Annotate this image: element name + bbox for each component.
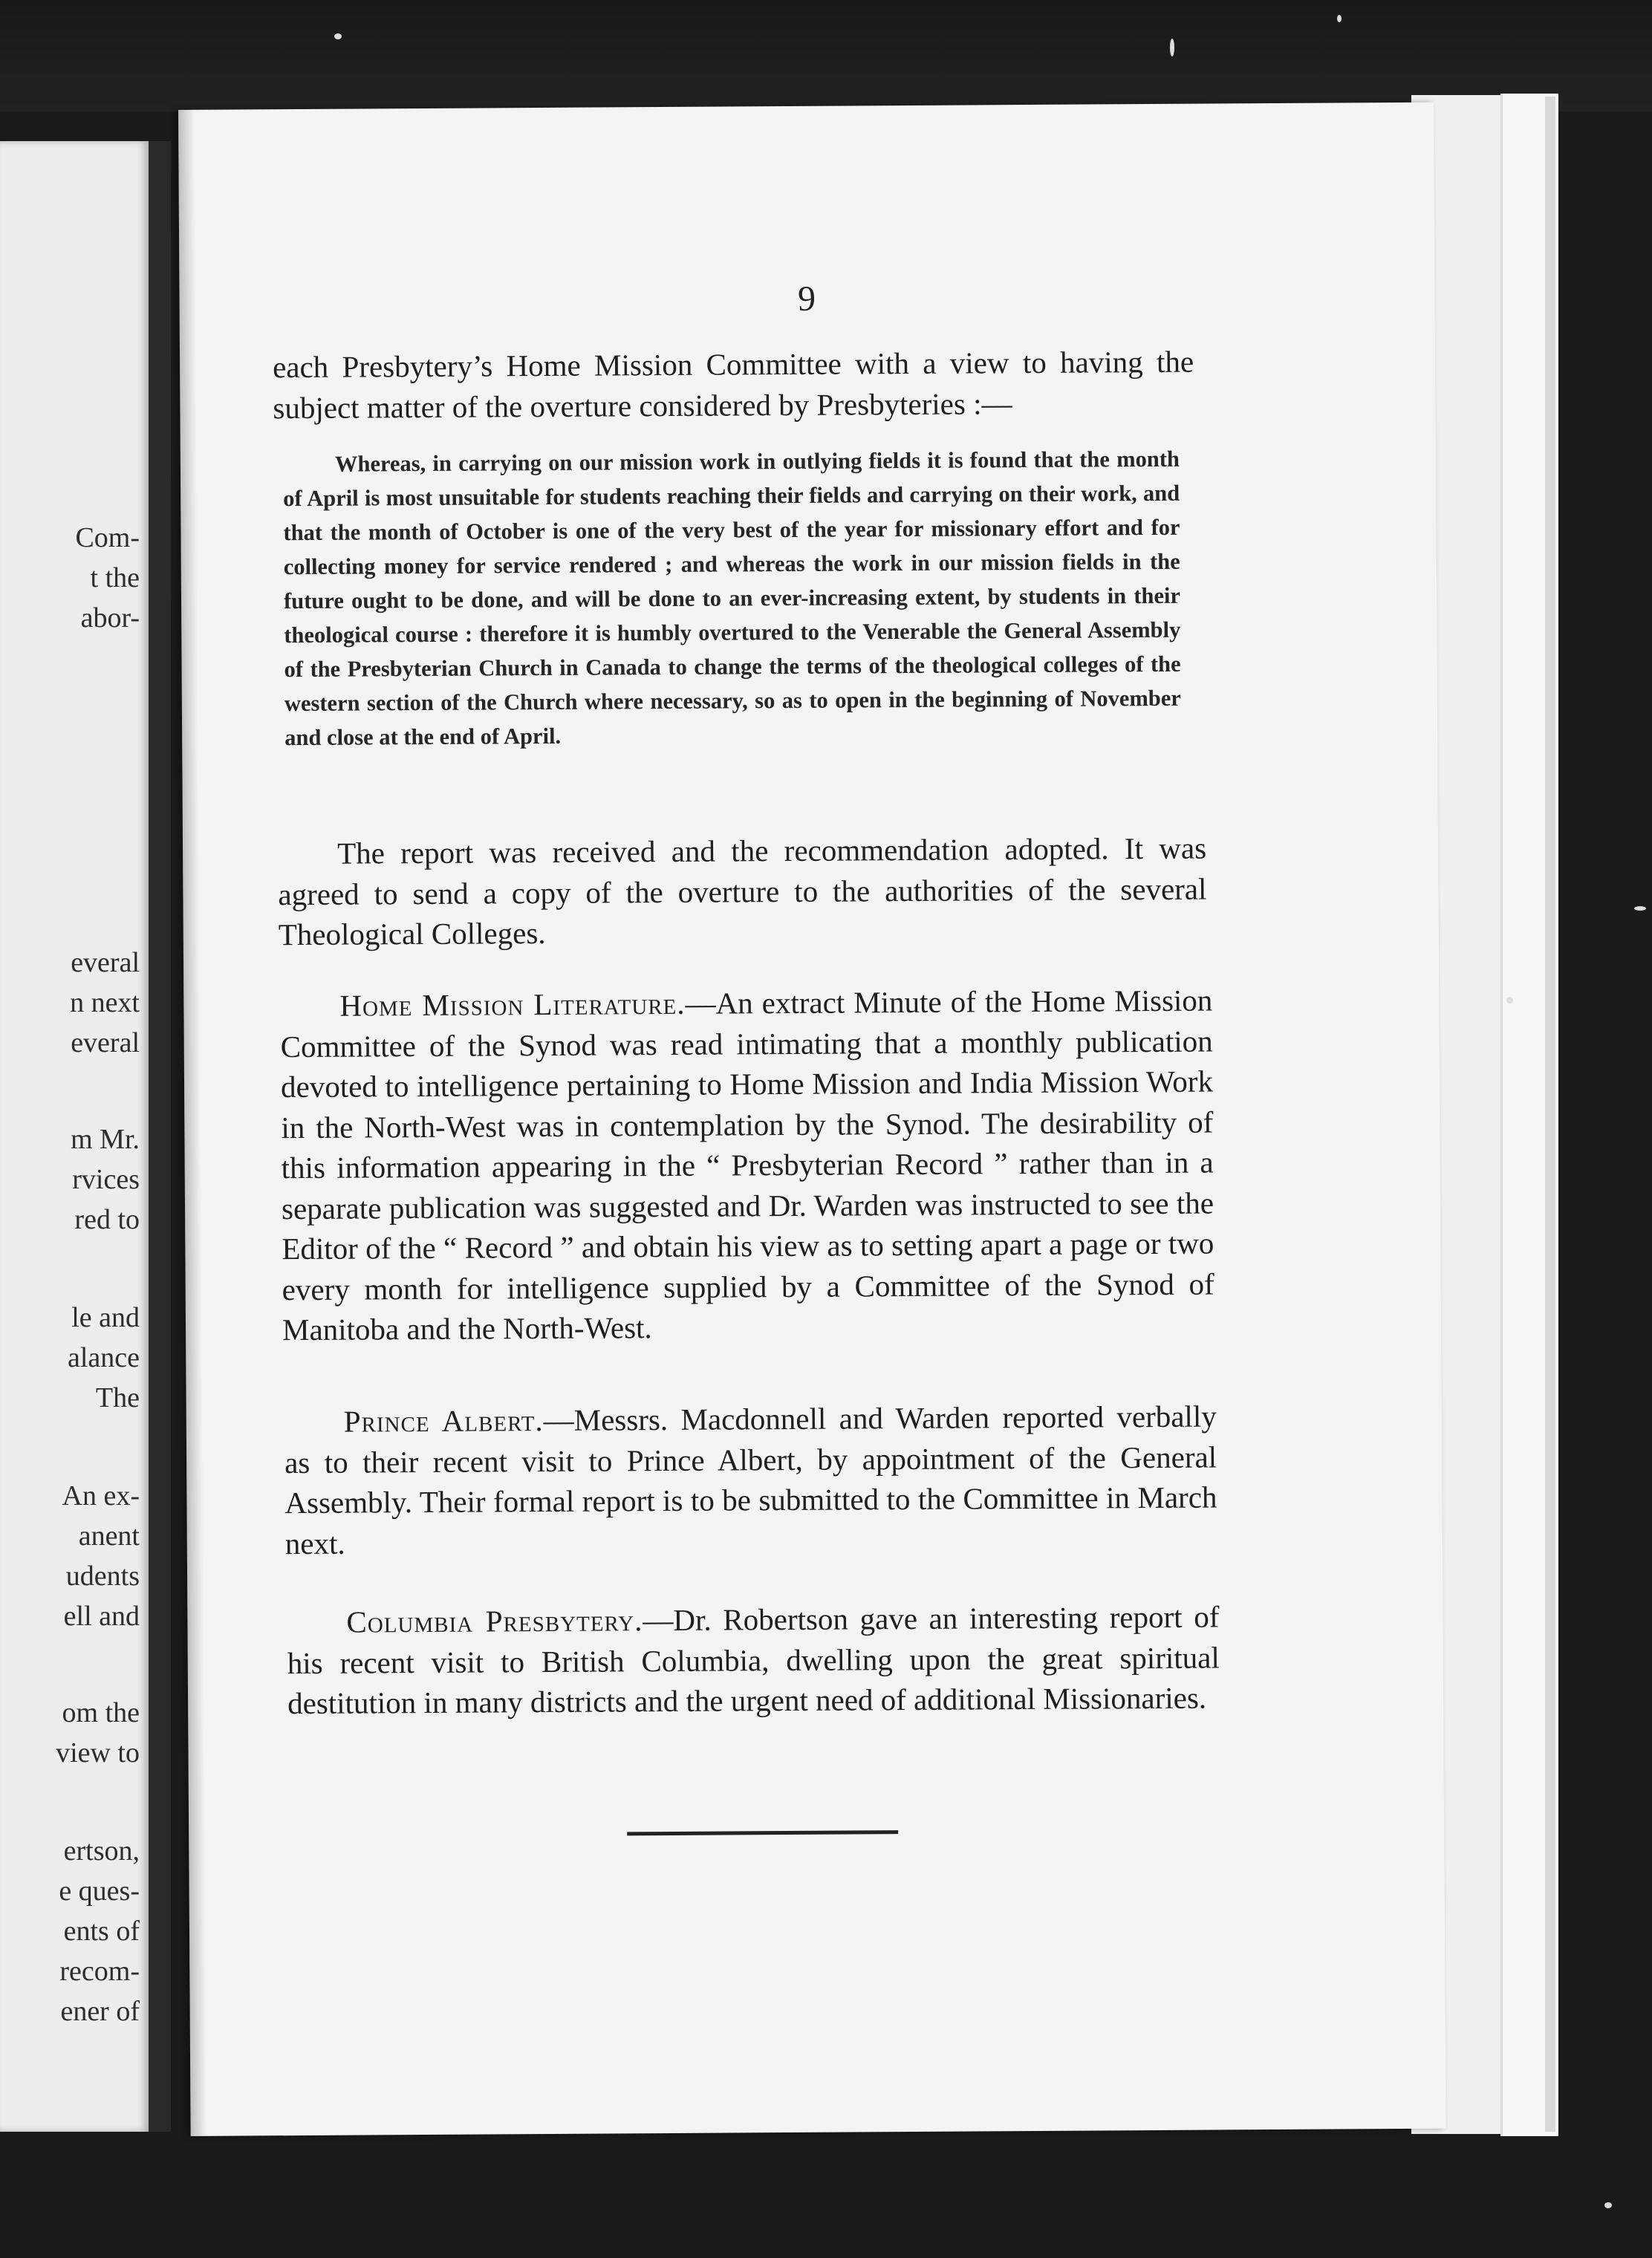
document-page — [178, 103, 1446, 2136]
section-text: —Dr. Robertson gave an interesting report of his recent visit to British Columbia, dwelling upon the great spiritual destitution in many districts and the urgent need of additional Missionaries. — [287, 1599, 1220, 1721]
section-paragraph — [287, 1596, 1220, 1723]
section-columbia-presbytery — [287, 1596, 1220, 1723]
left-page-line: rvices — [72, 1164, 140, 1195]
section-heading: Columbia Presbytery. — [346, 1603, 643, 1639]
overture-text: Whereas, in carrying on our mission work in outlying fields it is found that the month of April is most unsuitable for students reaching their fields and carrying on their work, and that the month of October is one of the very best of the year for missionary effort and for collecting money for service rendered ; and whereas the work in our mission fields in the future ought to be done, and will be done to an ever-increasing extent, by students in their theological course : therefore it is humbly overtured to the Venerable the General Assembly of the Presbyterian Church in Canada to change the terms of the theological colleges of the western section of the Church where necessary, so as to open in the beginning of November and close at the end of April. — [283, 446, 1181, 751]
left-page-line: everal — [71, 1027, 140, 1058]
overture-block — [276, 442, 1188, 755]
left-page-line: ents of — [63, 1916, 140, 1947]
section-home-mission-literature — [280, 980, 1214, 1350]
dust-speck — [1337, 15, 1342, 22]
book-gutter — [149, 141, 171, 2132]
section-heading: Prince Albert. — [343, 1403, 544, 1439]
dust-speck — [1634, 906, 1646, 911]
left-page-line: recom- — [59, 1956, 140, 1987]
left-page-line: An ex- — [62, 1480, 140, 1512]
left-page-line: udents — [65, 1561, 140, 1592]
section-text: —An extract Minute of the Home Mission Committee of the Synod was read intimating that a monthly publication devoted to intelligence pertaining to Home Mission and India Mission Work in the North-West was in contemplation by the Synod. The desirability of this information appearing in the “ Presbyterian Record ” rather than in a separate publication was suggested and Dr. Warden was instructed to see the Editor of the “ Record ” and obtain his view as to setting apart a page or two every month for intelligence supplied by a Committee of the Synod of Manitoba and the North-West. — [280, 983, 1214, 1347]
left-page-line: Com- — [75, 522, 140, 553]
left-page-line: view to — [56, 1737, 140, 1769]
section-heading: Home Mission Literature. — [339, 986, 686, 1023]
report-paragraph: The report was received and the recommendation adopted. It was agreed to send a copy of the overture to the authorities of the several Theological Colleges. — [278, 830, 1207, 952]
left-page-line: om the — [62, 1697, 140, 1728]
facing-page-left — [0, 141, 149, 2132]
scanner-top-edge — [0, 0, 1652, 111]
dust-speck — [1170, 39, 1174, 56]
left-page-line: everal — [71, 947, 140, 978]
page-edge — [1545, 97, 1555, 2132]
left-page-line: abor- — [80, 602, 140, 634]
left-page-line: alance — [67, 1342, 140, 1373]
dust-speck — [1604, 2202, 1612, 2208]
intro-paragraph: each Presbytery’s Home Mission Committee with a view to having the subject matter of the overture considered by Presbyteries :— — [272, 344, 1194, 425]
left-page-line: e ques- — [59, 1875, 140, 1907]
left-page-line: n next — [70, 987, 140, 1018]
left-page-line: m Mr. — [71, 1124, 140, 1155]
intro-paragraph-block — [273, 342, 1194, 429]
page-number: 9 — [797, 279, 817, 319]
section-paragraph — [284, 1396, 1217, 1564]
left-page-line: t the — [90, 562, 140, 593]
section-text: —Messrs. Macdonnell and Warden reported verbally as to their recent visit to Prince Albert, by appointment of the General Assembly. Their formal report is to be submitted to the Committee in March next. — [284, 1399, 1217, 1561]
dust-speck — [1506, 997, 1513, 1003]
left-page-line: ertson, — [63, 1835, 140, 1867]
dust-speck — [334, 33, 342, 39]
left-page-line: anent — [78, 1520, 140, 1552]
left-page-line: le and — [71, 1302, 140, 1333]
section-paragraph — [280, 980, 1214, 1350]
left-page-line: red to — [74, 1204, 140, 1235]
left-page-line: The — [95, 1382, 140, 1413]
section-prince-albert — [284, 1396, 1217, 1564]
report-paragraph-block — [278, 828, 1207, 955]
left-page-line: ell and — [63, 1601, 140, 1632]
closing-rule — [627, 1830, 898, 1835]
left-page-line: ener of — [60, 1996, 140, 2027]
